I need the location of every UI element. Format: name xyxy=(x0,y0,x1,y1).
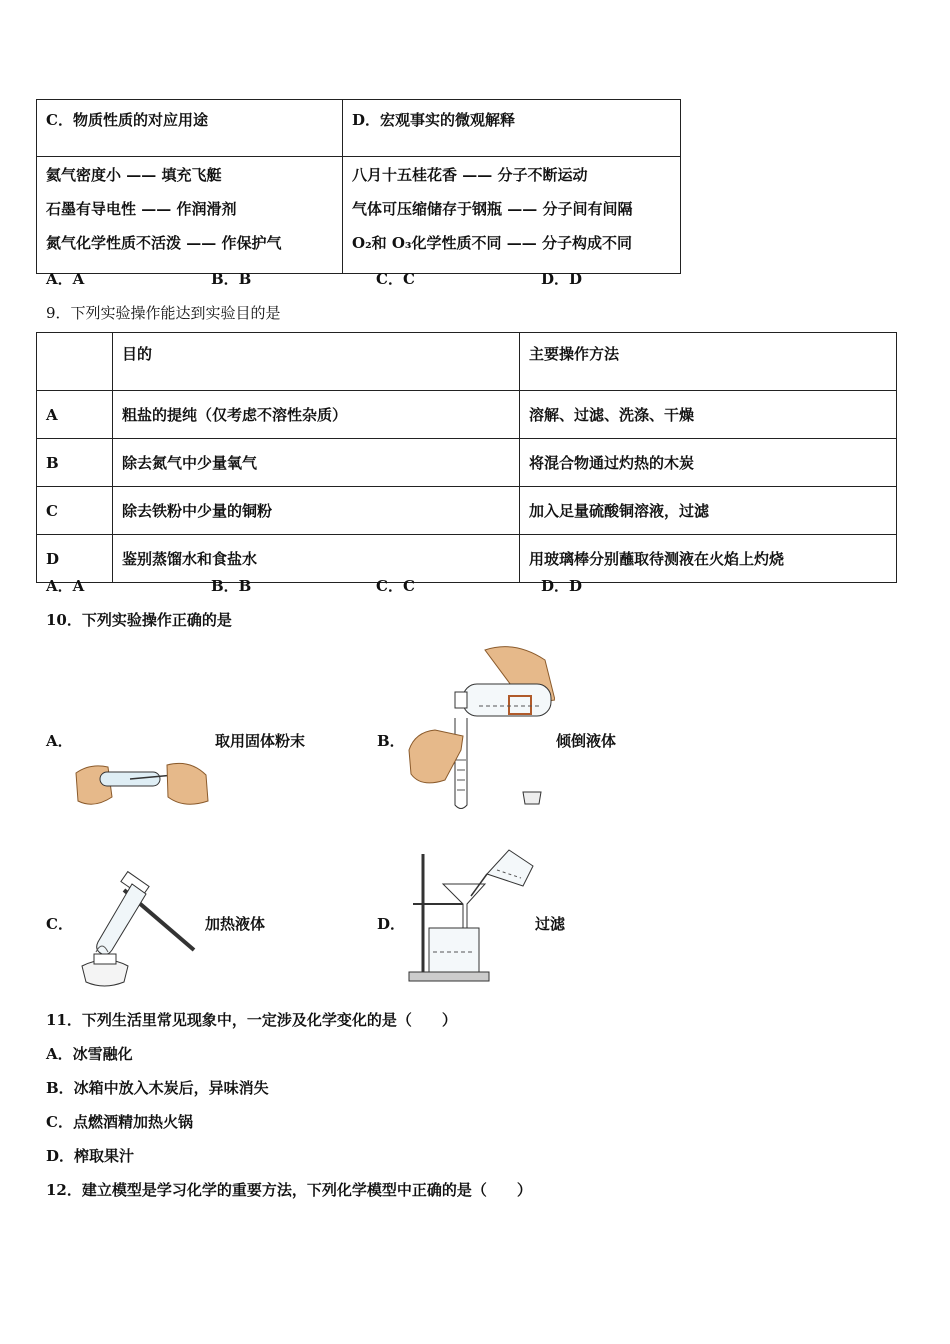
q9-header-cell: 目的 xyxy=(113,333,520,391)
q8-table xyxy=(36,99,681,274)
q9-row-purpose: 除去铁粉中少量的铜粉 xyxy=(113,487,520,535)
q10-option-c-caption: 加热液体 xyxy=(205,915,266,933)
q9-option-b[interactable]: B．B xyxy=(211,577,252,595)
q10-option-a-caption: 取用固体粉末 xyxy=(215,732,306,750)
q8-d-line: 八月十五桂花香 —— 分子不断运动 xyxy=(352,166,588,184)
q10-option-d-caption: 过滤 xyxy=(535,915,566,933)
q8-option-d[interactable]: D．D xyxy=(541,270,583,288)
q9-header-cell xyxy=(37,333,113,391)
q9-row-purpose: 除去氮气中少量氧气 xyxy=(113,439,520,487)
q8-c-line: 石墨有导电性 —— 作润滑剂 xyxy=(46,200,237,218)
q9-option-d[interactable]: D．D xyxy=(541,577,583,595)
q10-option-b-caption: 倾倒液体 xyxy=(556,732,617,750)
q10-stem: 10．下列实验操作正确的是 xyxy=(46,611,232,629)
q11-option-d[interactable]: D．榨取果汁 xyxy=(46,1147,135,1165)
q9-row-label: C xyxy=(37,487,113,535)
table-row xyxy=(37,535,897,583)
q11-option-c[interactable]: C．点燃酒精加热火锅 xyxy=(46,1113,193,1131)
q8-option-c[interactable]: C．C xyxy=(376,270,415,288)
q8-c-body xyxy=(37,157,343,274)
q10-option-b-letter[interactable]: B． xyxy=(377,732,405,750)
q9-row-method: 用玻璃棒分别蘸取待测液在火焰上灼烧 xyxy=(520,535,897,583)
q8-c-line: 氦气密度小 —— 填充飞艇 xyxy=(46,166,222,184)
q9-row-method: 将混合物通过灼热的木炭 xyxy=(520,439,897,487)
q8-d-header: D．宏观事实的微观解释 xyxy=(343,100,681,157)
table-row xyxy=(37,439,897,487)
q9-row-purpose: 鉴别蒸馏水和食盐水 xyxy=(113,535,520,583)
q8-c-header: C．物质性质的对应用途 xyxy=(37,100,343,157)
q12-stem: 12．建立模型是学习化学的重要方法，下列化学模型中正确的是（ ） xyxy=(46,1181,532,1199)
filtration-illustration xyxy=(405,848,535,983)
q8-option-b[interactable]: B．B xyxy=(211,270,252,288)
q11-stem: 11．下列生活里常见现象中，一定涉及化学变化的是（ ） xyxy=(46,1011,457,1029)
q11-option-b[interactable]: B．冰箱中放入木炭后，异味消失 xyxy=(46,1079,269,1097)
q8-d-line: 气体可压缩储存于钢瓶 —— 分子间有间隔 xyxy=(352,200,633,218)
q9-stem: 9．下列实验操作能达到实验目的是 xyxy=(46,304,281,322)
q8-option-a[interactable]: A．A xyxy=(46,270,85,288)
q9-option-a[interactable]: A．A xyxy=(46,577,85,595)
q9-table xyxy=(36,332,897,583)
table-row xyxy=(37,391,897,439)
q10-option-a-letter[interactable]: A． xyxy=(46,732,73,750)
q9-option-c[interactable]: C．C xyxy=(376,577,415,595)
q10-option-c-letter[interactable]: C． xyxy=(46,915,73,933)
q8-d-line: O₂和 O₃化学性质不同 —— 分子构成不同 xyxy=(352,234,632,252)
q9-row-purpose: 粗盐的提纯（仅考虑不溶性杂质） xyxy=(113,391,520,439)
q11-option-a[interactable]: A．冰雪融化 xyxy=(46,1045,133,1063)
q9-row-label: D xyxy=(37,535,113,583)
pouring-liquid-illustration xyxy=(405,640,555,815)
q9-row-label: A xyxy=(37,391,113,439)
q9-row-method: 溶解、过滤、洗涤、干燥 xyxy=(520,391,897,439)
heating-liquid-illustration xyxy=(72,870,197,988)
q9-row-label: B xyxy=(37,439,113,487)
table-row xyxy=(37,487,897,535)
q8-c-line: 氮气化学性质不活泼 —— 作保护气 xyxy=(46,234,282,252)
powder-sampling-illustration xyxy=(72,757,212,815)
q9-header-cell: 主要操作方法 xyxy=(520,333,897,391)
q8-d-body xyxy=(343,157,681,274)
q9-row-method: 加入足量硫酸铜溶液，过滤 xyxy=(520,487,897,535)
q10-option-d-letter[interactable]: D． xyxy=(377,915,406,933)
